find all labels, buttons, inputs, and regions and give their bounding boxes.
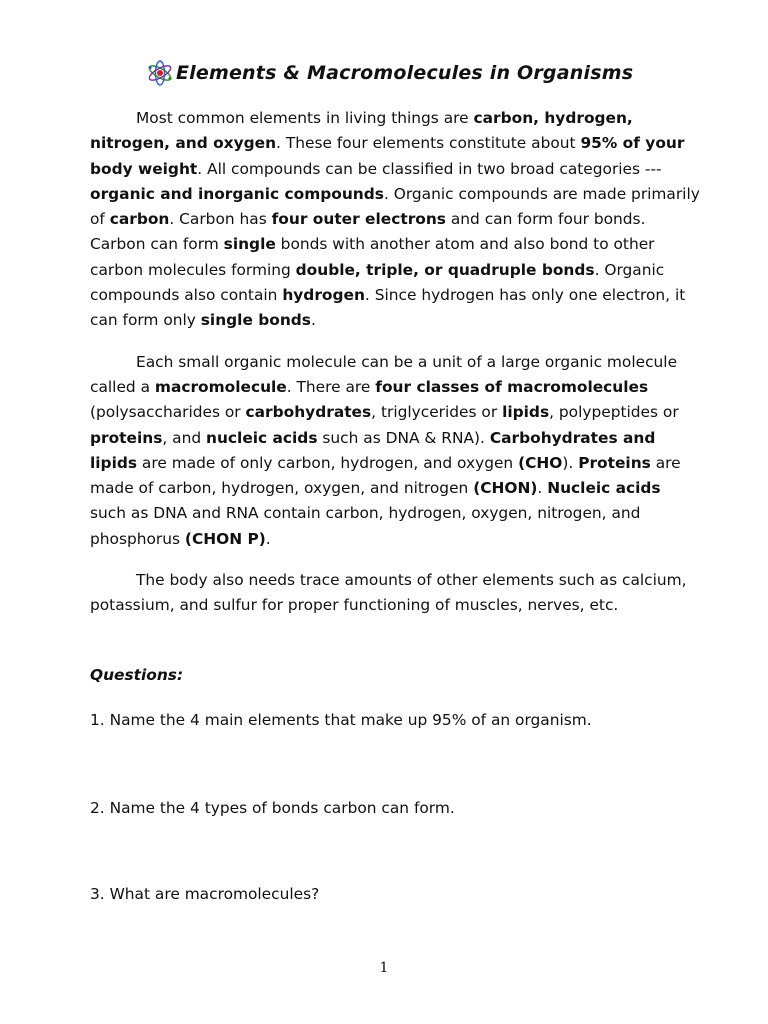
text-run: , triglycerides or — [371, 403, 503, 422]
bold-term: macromolecule — [154, 377, 287, 396]
text-run: ). — [562, 453, 579, 472]
text-run: . All compounds can be classified in two broad categories --- — [197, 159, 662, 178]
bold-term: organic and inorganic compounds — [90, 184, 384, 203]
text-run: The body also needs trace amounts of other elements such as calcium, potassium, and sulfur for proper functioning of muscles, nerves, etc. — [90, 571, 687, 615]
text-run: . — [310, 311, 316, 330]
text-run: (polysaccharides or — [90, 403, 246, 422]
text-run: . Organic compounds are made primarily of — [90, 184, 700, 229]
bold-term: proteins — [90, 428, 163, 447]
text-run: Each small organic molecule can be a unit of a large organic molecule called a — [90, 352, 678, 396]
bold-term: (CHON P) — [184, 529, 266, 548]
bold-term: four classes of macromolecules — [375, 377, 649, 396]
bold-term: (CHON) — [473, 479, 538, 498]
text-run: . There are — [286, 377, 376, 396]
bold-term: single — [223, 235, 276, 254]
text-run: . These four elements constitute about — [276, 134, 581, 153]
question-3: 3. What are macromolecules? — [90, 885, 320, 903]
bold-term: (CHO — [518, 453, 563, 472]
question-2: 2. Name the 4 types of bonds carbon can form. — [90, 799, 455, 817]
atom-icon — [146, 59, 174, 87]
bold-term: carbohydrates — [245, 403, 372, 422]
text-run: . Carbon has — [169, 210, 272, 229]
text-run: . — [265, 529, 271, 548]
text-run: are made of only carbon, hydrogen, and oxygen — [137, 453, 519, 472]
text-run: Most common elements in living things are — [136, 109, 474, 127]
text-run: such as DNA and RNA contain carbon, hydrogen, oxygen, nitrogen, and phosphorus — [90, 504, 641, 548]
text-run: and can form four bonds. Carbon can form — [90, 210, 646, 254]
bold-term: lipids — [502, 403, 550, 422]
body-text — [90, 106, 700, 635]
bold-term: single bonds — [200, 311, 311, 330]
bold-term: Proteins — [578, 453, 651, 472]
text-run: . Organic compounds also contain — [90, 260, 665, 305]
text-run: . Since hydrogen has only one electron, it can form only — [90, 286, 686, 330]
bold-term: double, triple, or quadruple bonds — [295, 260, 595, 279]
questions-heading: Questions: — [90, 666, 184, 684]
text-run: , polypeptides or — [549, 403, 679, 422]
paragraph — [90, 568, 700, 619]
text-run: , and — [162, 428, 207, 447]
bold-term: carbon, hydrogen, nitrogen, and oxygen — [90, 109, 633, 153]
bold-term: Carbohydrates and lipids — [90, 428, 656, 472]
bold-term: nucleic acids — [206, 428, 318, 447]
bold-term: 95% of your body weight — [90, 134, 685, 178]
bold-term: Nucleic acids — [547, 479, 661, 498]
question-1: 1. Name the 4 main elements that make up 95% of an organism. — [90, 711, 592, 729]
paragraph — [90, 106, 700, 334]
text-run: such as DNA & RNA). — [317, 428, 490, 447]
paragraph — [90, 350, 700, 552]
text-run: are made of carbon, hydrogen, oxygen, and nitrogen — [90, 453, 681, 498]
bold-term: carbon — [109, 210, 170, 229]
title-row — [146, 56, 633, 90]
bold-term: hydrogen — [282, 286, 365, 305]
bold-term: four outer electrons — [271, 210, 446, 229]
text-run: . — [537, 479, 548, 498]
page-number: 1 — [379, 960, 389, 976]
page-title: Elements & Macromolecules in Organisms — [176, 62, 634, 84]
text-run: bonds with another atom and also bond to other carbon molecules forming — [90, 235, 655, 279]
